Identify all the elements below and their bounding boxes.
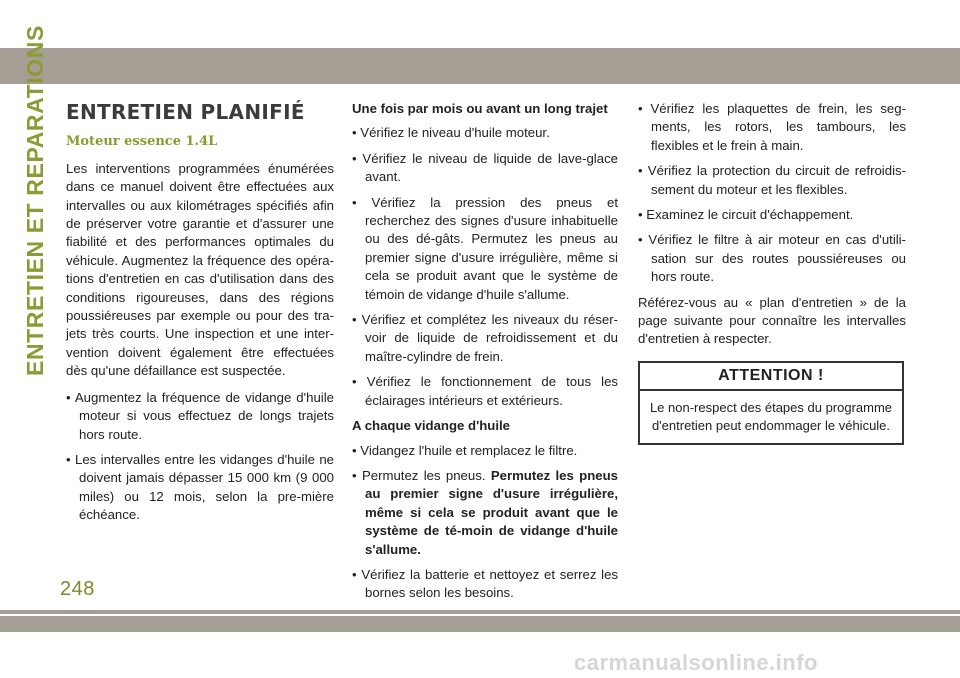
bullet-item — [352, 467, 618, 559]
section-side-tab: ENTRETIEN ET REPARATIONS — [22, 25, 48, 376]
bullet-item: • Examinez le circuit d'échappement. — [638, 207, 854, 223]
bullet-item: • Vérifiez le niveau d'huile moteur. — [352, 125, 550, 141]
page-title: ENTRETIEN PLANIFIÉ — [66, 100, 305, 124]
page-number: 248 — [60, 578, 95, 600]
footer-band — [0, 610, 960, 632]
bullet-item: • Vérifiez le fonctionnement de tous les éclairages intérieurs et extérieurs. — [352, 374, 618, 408]
header-bar — [0, 48, 960, 84]
oil-change-heading: A chaque vidange d'huile — [352, 418, 510, 434]
bullet-item: • Augmentez la fréquence de vidange d'huile moteur si vous effectuez de longs trajets hors route. — [66, 389, 334, 442]
bullet-item: • Vérifiez le niveau de liquide de lave-glace avant. — [352, 150, 618, 185]
bullet-emphasis: Permutez les pneus au premier signe d'usure irrégulière, même si cela se produit avant que le système de té-moin de vidange d'huile s'allume. — [365, 467, 618, 557]
section-subtitle: Moteur essence 1.4L — [66, 134, 218, 150]
bullet-item: • Vérifiez la protection du circuit de refroidis-sement du moteur et les flexibles. — [638, 163, 906, 197]
bullet-item: • Vérifiez le filtre à air moteur en cas d'utili-sation sur des routes poussiéreuses ou hors route. — [638, 232, 906, 285]
column-1 — [66, 100, 334, 532]
attention-box — [638, 361, 904, 445]
attention-title: ATTENTION ! — [640, 363, 902, 391]
bullet-item: • Vérifiez et complétez les niveaux du réser-voir de liquide de refroidissement et du maître-cylindre de frein. — [352, 312, 618, 364]
bullet-text: • Permutez les pneus. — [352, 467, 491, 483]
bullet-item: • Vérifiez la pression des pneus et recherchez des signes d'usure inhabituelle ou des dé-gâts. Permutez les pneus au premier signe d'usure irrégulière, même si cela se produit avant que le système de témoin de vidange d'huile s'allume. — [352, 194, 618, 302]
header-band — [0, 0, 960, 84]
bullet-item: • Vérifiez la batterie et nettoyez et serrez les bornes selon les besoins. — [352, 566, 618, 601]
column-2 — [352, 100, 618, 610]
bullet-item: • Vidangez l'huile et remplacez le filtre. — [352, 442, 578, 458]
watermark-text: carmanualsonline.info — [574, 650, 818, 675]
reference-paragraph: Référez-vous au « plan d'entretien » de la page suivante pour connaître les intervalles d'entretien à respecter. — [638, 294, 906, 347]
monthly-heading: Une fois par mois ou avant un long trajet — [352, 101, 608, 116]
intro-paragraph: Les interventions programmées énumérées dans ce manuel doivent être effectuées aux intervalles ou aux kilométrages spécifiés afin de préserver votre garantie et d'assurer une fiabilité et des performances optimales du véhicule. Augmentez la fréquence des opéra-tions d'entretien en cas d'utilisation dans des conditions rigoureuses, dans des régions poussiéreuses par exemple ou pour des tra-jets très courts. Une inspection et une inter-vention doivent également être effectuées dès qu'une défaillance est suspectée. — [66, 160, 334, 379]
bullet-item: • Les intervalles entre les vidanges d'huile ne doivent jamais dépasser 15 000 km (9 000 miles) ou 12 mois, selon la pre-mière échéance. — [66, 451, 334, 523]
column-3 — [638, 100, 906, 445]
bullet-item: • Vérifiez les plaquettes de frein, les seg-ments, les rotors, les tambours, les flexibles et le frein à main. — [638, 101, 906, 153]
attention-body: Le non-respect des étapes du programme d'entretien peut endommager le véhicule. — [649, 400, 893, 434]
